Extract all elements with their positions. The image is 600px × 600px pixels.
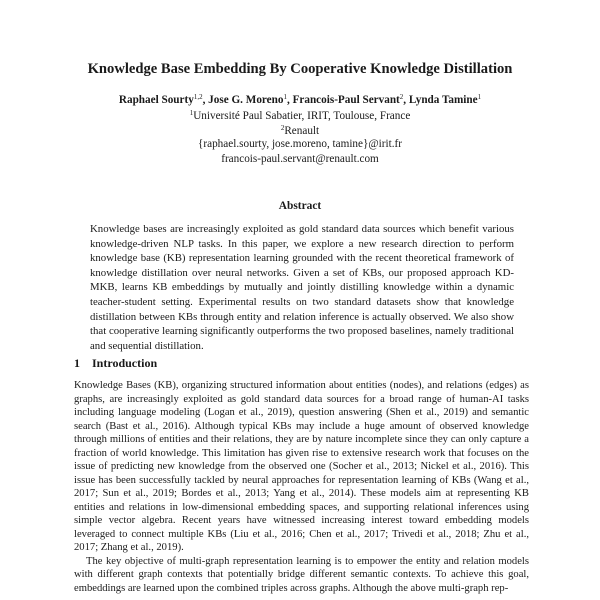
author: [409, 94, 481, 106]
author: [208, 94, 292, 106]
affil-mark: 1: [189, 109, 194, 117]
author: [293, 94, 409, 106]
author-name: Jose G. Moreno: [208, 94, 284, 106]
affil-mark: 2: [280, 124, 285, 132]
author-affil-mark: 1: [477, 93, 482, 101]
author-name: Lynda Tamine: [408, 94, 478, 106]
abstract-heading: Abstract: [278, 200, 322, 212]
affiliation-2: [0, 124, 600, 137]
abstract-text: Knowledge bases are increasingly exploited as gold standard data sources which benefit various knowledge-driven NLP tasks. In this paper, we explore a new research direction to perform knowledge base (KB) representation learning grounded with the recent theoretical framework of knowledge distillation over neural networks. Given a set of KBs, our proposed approach KD-MKB, learns KB embeddings by mutually and jointly distilling knowledge within a dynamic teacher-student setting. Experimental results on two standard datasets show that knowledge distillation between KBs through entity and relation inference is actually observed. We also show that cooperative learning significantly outperforms the two proposed baselines, namely traditional and sequential distillation.: [90, 223, 514, 352]
author-separator: ,: [286, 94, 293, 106]
author-affil-mark: 1: [283, 93, 287, 101]
section-number: 1: [74, 356, 80, 370]
paper-title: Knowledge Base Embedding By Cooperative Knowledge Distillation: [87, 61, 513, 77]
author-list: [0, 93, 600, 106]
section-title: Introduction: [92, 356, 158, 370]
section-heading: [74, 356, 157, 371]
author-affil-mark: 2: [399, 93, 404, 101]
author-separator: ,: [202, 94, 209, 106]
email-2: francois-paul.servant@renault.com: [221, 153, 379, 165]
author: [119, 94, 208, 106]
author-name: Francois-Paul Servant: [292, 94, 400, 106]
author-affil-mark: 1,2: [193, 93, 203, 101]
affiliation-1: [0, 109, 600, 122]
paragraph: The key objective of multi-graph representation learning is to empower the entity and relation models with different graph contexts that potentially bridge different semantic contexts. To achieve this goal, embeddings are learned upon the combined triples across graphs. Although the above multi-graph rep-: [74, 555, 529, 594]
author-name: Raphael Sourty: [118, 94, 194, 106]
affil-text: Renault: [284, 125, 320, 137]
author-separator: ,: [403, 94, 409, 106]
affil-text: Université Paul Sabatier, IRIT, Toulouse, France: [193, 110, 411, 122]
paragraph: Knowledge Bases (KB), organizing structured information about entities (nodes), and relations (edges) as graphs, are increasingly exploited as gold standard data sources for a broad range of human-AI tasks including language modeling (Logan et al., 2019), question answering (Shen et al., 2019) and semantic search (Bast et al., 2016). Although typical KBs may include a huge amount of observed knowledge through millions of entities and their relations, they are by nature incomplete since they can only capture a fraction of world knowledge. This limitation has given rise to extensive research work that focuses on the issue of predicting new knowledge from the observed one (Socher et al., 2013; Nickel et al., 2016). This issue has been successfully tackled by neural approaches for representation learning of KBs (Wang et al., 2017; Sun et al., 2019; Bordes et al., 2013; Yang et al., 2014). These models aim at representing KB entities and relations in low-dimensional embedding spaces, and supporting relational inferences using simple vector algebra. Recent years have witnessed increasing interest toward embedding models leveraged to connect multiple KBs (Liu et al., 2016; Chen et al., 2017; Trivedi et al., 2018; Zhu et al., 2017; Zhang et al., 2019).: [74, 380, 529, 553]
introduction-body: [74, 379, 529, 595]
email-1: {raphael.sourty, jose.moreno, tamine}@irit.fr: [198, 138, 402, 150]
